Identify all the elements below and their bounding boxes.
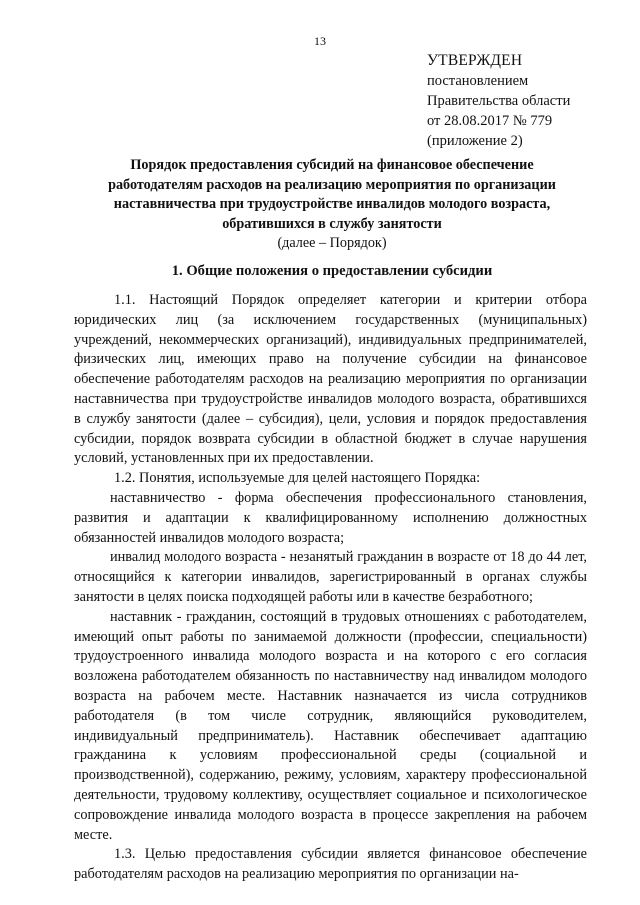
approval-stamp: УТВЕРЖДЕН — [427, 52, 523, 69]
approval-line-3: от 28.08.2017 № 779 — [427, 113, 553, 129]
definition-mentor: наставник - гражданин, состоящий в трудовых отношениях с работодателем, имеющий опыт работы по занимаемой должности (профессии, специальности) трудоустроенного инвалида молодого возраста и на которого с его согласия возложена работодателем обязанность по наставничеству над инвалидом молодого возраста на рабочем месте. Наставник назначается из числа сотрудников работодателя (в том числе сотрудник, являющийся руководителем, индивидуальный предприниматель). Наставник обеспечивает адаптацию гражданина к условиям профессиональной среды (социальной и производственной), содержанию, режиму, условиям, характеру профессиональной деятельности, трудовому коллективу, осуществляет социальное и психологическое сопровождение инвалида молодого возраста в процессе закрепления на рабочем месте. — [74, 608, 587, 843]
document-title-main: Порядок предоставления субсидий на финансовое обеспечение работодателям расходов на реализацию мероприятия по организации наставничества при трудоустройстве инвалидов молодого возраста, обратившихся в службу занятости — [108, 157, 556, 232]
approval-line-1: постановлением — [427, 73, 529, 89]
paragraph-1-1: 1.1. Настоящий Порядок определяет категории и критерии отбора юридических лиц (за исключением государственных (муниципальных) учреждений, некоммерческих организаций), индивидуальных предпринимателей, физических лиц, имеющих право на получение субсидии на финансовое обеспечение работодателям расходов на реализацию мероприятия по организации наставничества при трудоустройстве инвалидов молодого возраста, обратившихся в службу занятости (далее – субсидия), цели, условия и порядок предоставления субсидии, порядок возврата субсидии в областной бюджет в случае нарушения условий, установленных при их предоставлении. — [74, 292, 587, 467]
paragraph-1-3: 1.3. Целью предоставления субсидии является финансовое обеспечение работодателям расходов на реализацию мероприятия по организации на- — [74, 846, 587, 883]
paragraph-1-2: 1.2. Понятия, используемые для целей настоящего Порядка: — [114, 470, 481, 487]
approval-line-4: (приложение 2) — [427, 133, 523, 149]
document-title-sub: (далее – Порядок) — [277, 235, 387, 251]
approval-block — [427, 51, 627, 151]
approval-line-2: Правительства области — [427, 93, 571, 109]
section-heading: 1. Общие положения о предоставлении субсидии — [171, 263, 493, 279]
page-number: 13 — [314, 34, 326, 48]
document-title — [82, 156, 582, 254]
definition-mentoring: наставничество - форма обеспечения профессионального становления, развития и адаптации к квалифицированному исполнению должностных обязанностей инвалидов молодого возраста; — [74, 489, 587, 546]
definition-young-disabled: инвалид молодого возраста - незанятый гражданин в возрасте от 18 до 44 лет, относящийся к категории инвалидов, зарегистрированный в органах службы занятости в целях поиска подходящей работы или в качестве безработного; — [74, 549, 587, 605]
document-body — [74, 291, 587, 885]
